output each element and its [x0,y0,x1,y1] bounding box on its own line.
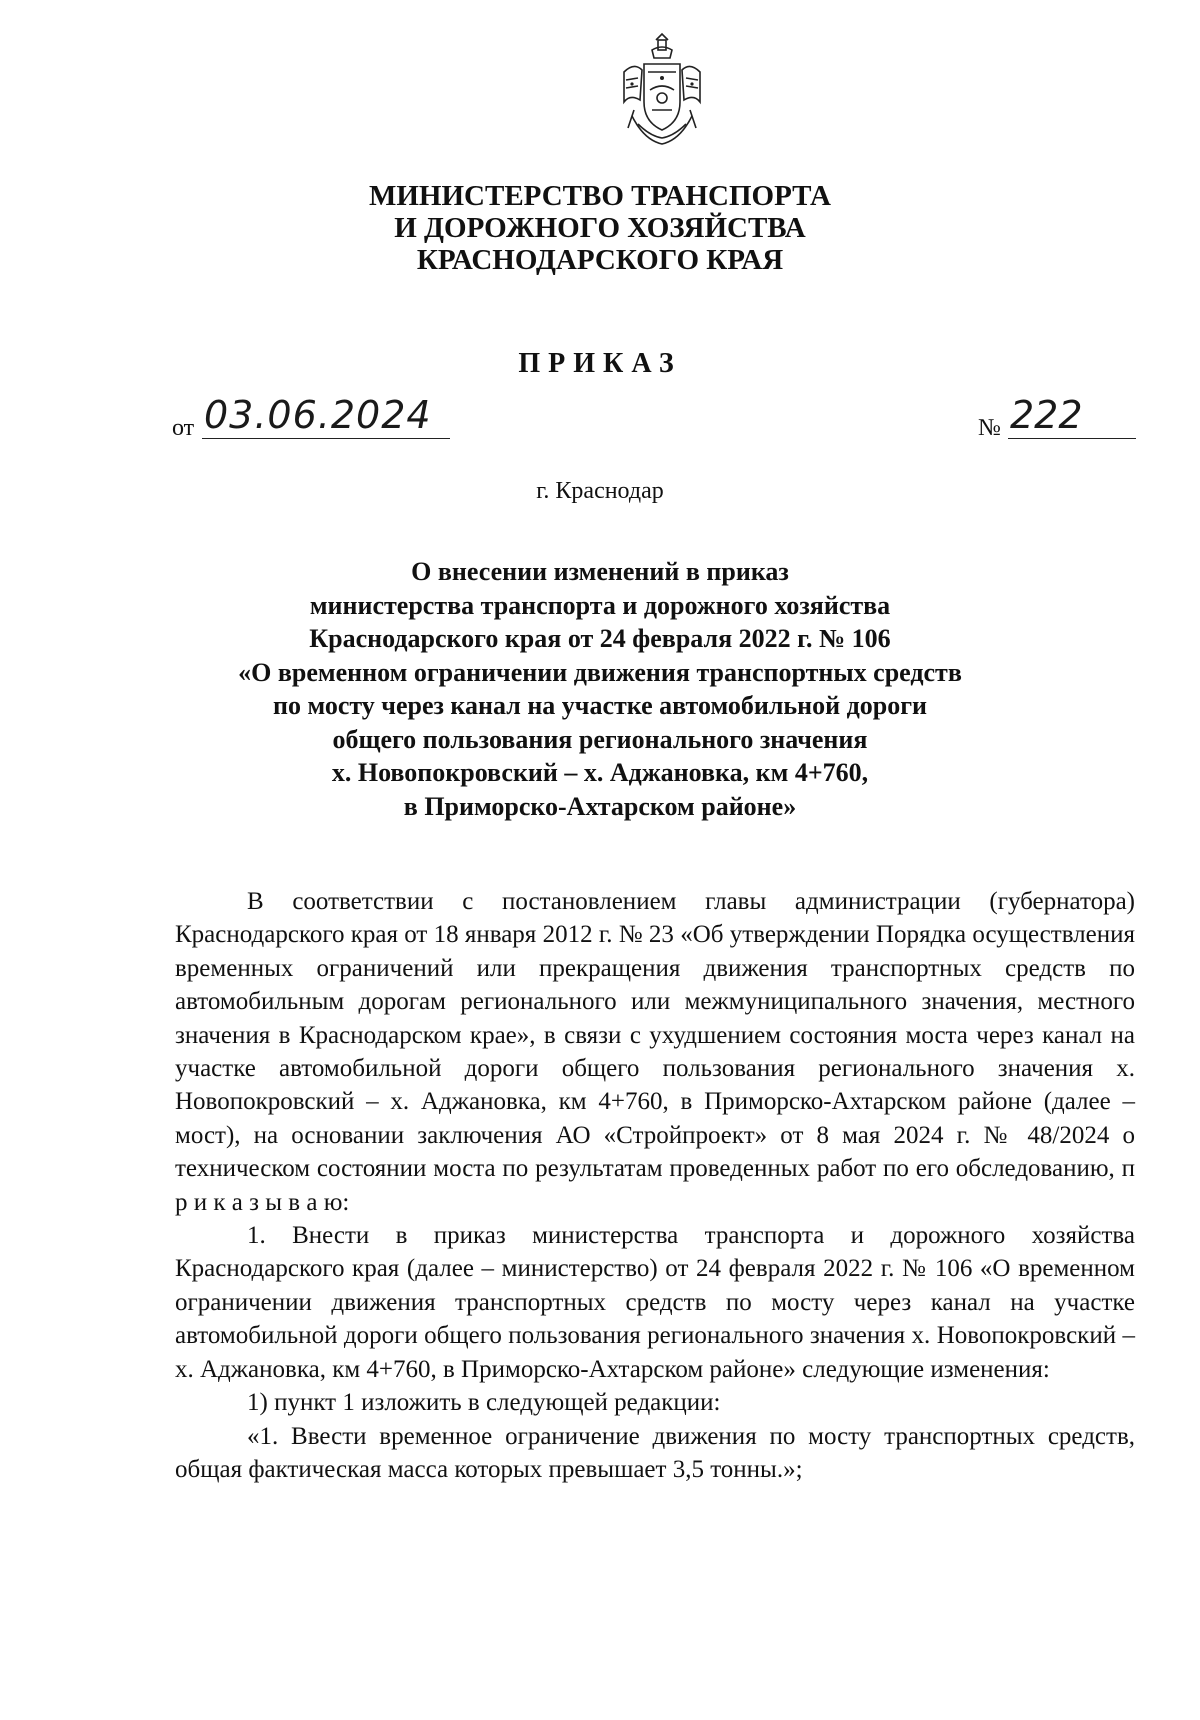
date-prefix: от [172,415,195,441]
subject-line: министерства транспорта и дорожного хозяйства [309,590,891,620]
order-body [175,885,1135,1486]
number-underline [1008,438,1136,439]
body-paragraph-subitem-1: 1) пункт 1 изложить в следующей редакции: [247,1389,721,1417]
ministry-name-line-2: И ДОРОЖНОГО ХОЗЯЙСТВА [394,212,806,244]
subject-line: О внесении изменений в приказ [411,557,789,586]
order-subject [0,555,1200,823]
number-prefix: № [978,415,1001,441]
subject-line: Краснодарского края от 24 февраля 2022 г. № 106 [309,624,891,653]
body-paragraph-item-1: 1. Внести в приказ министерства транспорта и дорожного хозяйства Краснодарского края (далее – министерство) от 24 февраля 2022 г. № 106 «О временном ограничении движения транспортных средств по мосту через канал на участке автомобильной дороги общего пользования регионального значения х. Новопокровский – х. Аджановка, км 4+760, в Приморско-Ахтарском районе» следующие изменения: [175,1222,1135,1383]
handwritten-number: 222 [1010,393,1083,437]
krasnodar-coat-of-arms-icon [614,32,710,150]
ministry-name-line-1: МИНИСТЕРСТВО ТРАНСПОРТА [369,180,831,212]
order-date [172,393,452,443]
date-underline [202,438,450,439]
order-number [978,393,1138,443]
subject-line: х. Новопокровский – х. Аджановка, км 4+760, [331,758,869,787]
handwritten-date: 03.06.2024 [204,393,432,437]
ministry-name-line-3: КРАСНОДАРСКОГО КРАЯ [416,244,784,276]
subject-line: общего пользования регионального значения [332,724,868,754]
subject-line: «О временном ограничении движения транспортных средств [238,657,962,687]
body-paragraph-quote: «1. Ввести временное ограничение движения по мосту транспортных средств, общая фактическая масса которых превышает 3,5 тонны.»; [175,1422,1135,1483]
subject-line: по мосту через канал на участке автомобильной дороги [272,691,928,720]
subject-line: в Приморско-Ахтарском районе» [403,791,797,821]
ministry-name [0,180,1200,276]
city-name: г. Краснодар [536,478,664,504]
body-paragraph-preamble: В соответствии с постановлением главы администрации (губернатора) Краснодарского края от 18 января 2012 г. № 23 «Об утверждении Порядка осуществления временных ограничений или прекращения движения транспортных средств по автомобильным дорогам регионального или межмуниципального значения, местного значения в Краснодарском крае», в связи с ухудшением состояния моста через канал на участке автомобильной дороги общего пользования регионального значения х. Новопокровский – х. Аджановка, км 4+760, в Приморско-Ахтарском районе (далее – мост), на основании заключения АО «Стройпроект» от 8 мая 2024 г. № 48/2024 о техническом состоянии моста по результатам проведенных работ по его обследованию, п р и к а з ы в а ю: [175,888,1135,1216]
document-type-title: ПРИКАЗ [518,348,682,379]
